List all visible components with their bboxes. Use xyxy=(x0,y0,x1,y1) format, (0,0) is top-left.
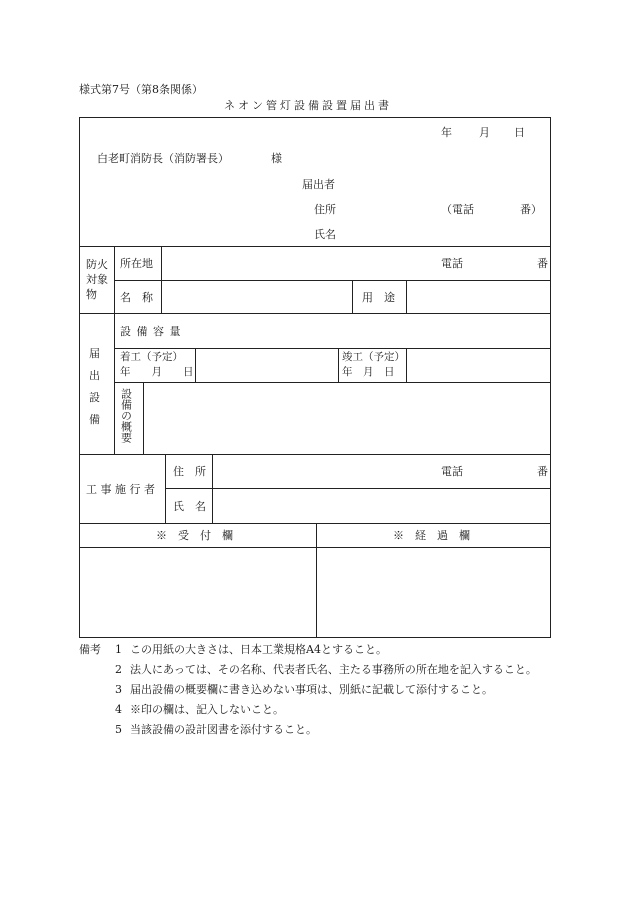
note-text: ※印の欄は、記入しないこと。 xyxy=(130,703,284,716)
contractor-label: 工 事 施 行 者 xyxy=(86,483,155,496)
note-text: 当該設備の設計図書を添付すること。 xyxy=(130,723,317,736)
target-name-label: 名 称 xyxy=(120,291,153,304)
complete-date: 年 月 日 xyxy=(342,366,395,378)
addressee: 白老町消防長（消防署長） xyxy=(97,152,229,165)
start-date: 年 月 日 xyxy=(120,366,194,378)
reception-column-label: ※ 受 付 欄 xyxy=(156,529,233,542)
progress-column-label: ※ 経 過 欄 xyxy=(393,529,470,542)
note-number: 1 xyxy=(115,643,122,656)
complete-label: 竣工（予定） xyxy=(342,351,405,363)
notifier-phone-open: （電話 xyxy=(441,203,474,216)
use-label: 用 途 xyxy=(362,291,395,304)
location-phone-label: 電話 xyxy=(441,257,463,270)
date-day: 日 xyxy=(514,126,525,139)
note-number: 3 xyxy=(115,683,122,696)
notifier-name-label: 氏名 xyxy=(314,228,336,241)
location-phone-suffix: 番 xyxy=(537,257,548,270)
equipment-label-4: 備 xyxy=(89,413,100,426)
equipment-label-1: 届 xyxy=(89,347,100,360)
notification-form xyxy=(79,117,551,638)
notes-label: 備考 xyxy=(79,643,101,656)
overview-label: 設備の概要 xyxy=(119,388,133,443)
addressee-sama: 様 xyxy=(271,152,282,165)
contractor-address-label: 住 所 xyxy=(173,465,206,478)
equipment-label-2: 出 xyxy=(89,369,100,382)
location-label: 所在地 xyxy=(120,257,153,270)
equipment-label-3: 設 xyxy=(89,391,100,404)
contractor-name-label: 氏 名 xyxy=(173,500,206,513)
start-label: 着工（予定） xyxy=(120,351,183,363)
fire-target-label-1: 防火 xyxy=(86,258,108,271)
contractor-phone-suffix: 番 xyxy=(537,465,548,478)
note-text: 届出設備の概要欄に書き込めない事項は、別紙に記載して添付すること。 xyxy=(130,683,493,696)
note-number: 2 xyxy=(115,663,122,676)
fire-target-label-3: 物 xyxy=(86,288,97,301)
date-year: 年 xyxy=(441,126,452,139)
notifier-label: 届出者 xyxy=(302,178,335,191)
note-number: 4 xyxy=(115,703,122,716)
note-text: この用紙の大きさは、日本工業規格A4とすること。 xyxy=(130,643,387,656)
notifier-address-label: 住所 xyxy=(314,203,336,216)
notifier-phone-close: 番） xyxy=(520,203,542,216)
form-title: ネオン管灯設備設置届出書 xyxy=(224,99,392,112)
note-number: 5 xyxy=(115,723,122,736)
capacity-label: 設 備 容 量 xyxy=(120,325,182,338)
date-month: 月 xyxy=(479,126,490,139)
form-number: 様式第7号（第8条関係） xyxy=(79,83,203,96)
fire-target-label-2: 対象 xyxy=(86,273,108,286)
contractor-phone-label: 電話 xyxy=(441,465,463,478)
note-text: 法人にあっては、その名称、代表者氏名、主たる事務所の所在地を記入すること。 xyxy=(130,663,537,676)
